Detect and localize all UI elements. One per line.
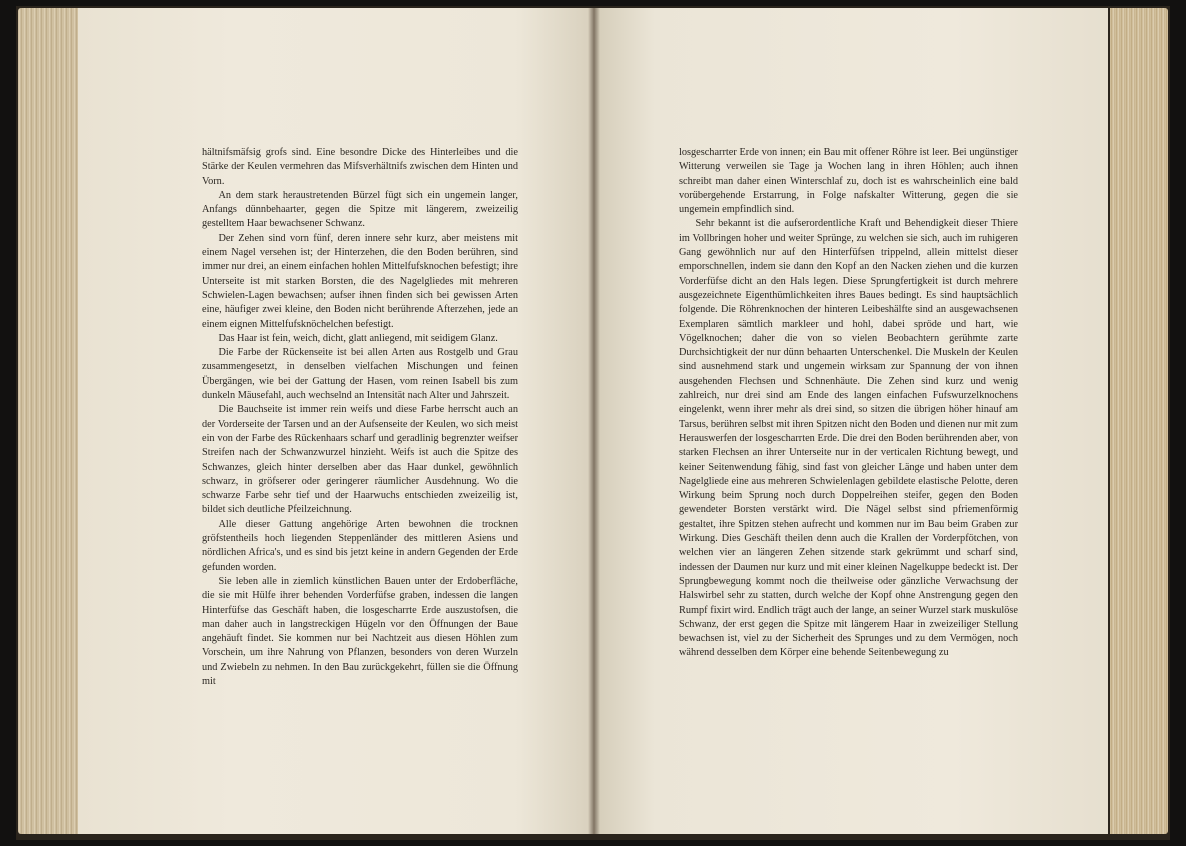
paragraph: Alle dieser Gattung angehörige Arten bewohnen die trocknen gröfstentheils hoch liegenden Steppenländer des mittleren Asiens und nördlichen Africa's, und es sind bis jetzt keine in andern Gegenden der Erde gefunden worden. (202, 518, 518, 573)
paragraph: losgescharrter Erde von innen; ein Bau mit offener Röhre ist leer. Bei ungünstiger Witterung verweilen sie Tage ja Wochen lang in ihren Höhlen; auch ihnen schreibt man daher einen Winterschlaf zu, doch ist es wahrscheinlich eine bald vorübergehende Erstarrung, in Folge nafskalter Witterung, gegen die sie ungemein empfindlich sind. (679, 147, 1018, 216)
left-page-text (202, 146, 518, 689)
left-page-edges (18, 8, 78, 834)
paragraph: Die Bauchseite ist immer rein weifs und diese Farbe herrscht auch an der Vorderseite der Tarsen und an der Aufsenseite der Keulen, wo sich meist ein von der Farbe des Rückenhaars scharf und geradlinig begrenzter weifser Streifen nach der Schwanzwurzel hinzieht. Weifs ist auch die Spitze des Schwanzes, gleich hinter derselben aber das Haar dunkel, gewöhnlich schwarz, in gröfserer oder geringerer räumlicher Ausdehnung. Wo die schwarze Farbe sehr tief und der Haarwuchs entschieden zweizeilig ist, bildet sich deutliche Pfeilzeichnung. (202, 404, 518, 516)
paragraph: hältnifsmäfsig grofs sind. Eine besondre Dicke des Hinterleibes und die Stärke der Keulen vermehren das Mifsverhältnifs zwischen dem Hinten und Vorn. (202, 147, 518, 187)
paragraph: Der Zehen sind vorn fünf, deren innere sehr kurz, aber meistens mit einem Nagel versehen ist; der Hinterzehen, die den Boden berühren, sind immer nur drei, an einem einfachen hohlen Mittelfufsknochen befestigt; ihre Unterseite ist mit starken Borsten, die des Nagelgliedes mit mehreren Schwielen-Lagen bewachsen; aufser ihnen finden sich bei gewissen Arten eine, häufiger zwei kleine, den Boden nicht berührende Afterzehen, jede an einem eignen Mittelfufsknöchelchen befestigt. (202, 232, 518, 330)
paragraph: An dem stark heraustretenden Bürzel fügt sich ein ungemein langer, Anfangs dünnbehaarter, gegen die Spitze mit längerem, zweizeilig gestelltem Haar bewachsener Schwanz. (202, 189, 518, 230)
paragraph: Sie leben alle in ziemlich künstlichen Bauen unter der Erdoberfläche, die sie mit Hülfe ihrer behenden Vorderfüfse graben, indessen die langen Hinterfüfse das Geschäft haben, die losgescharrte Erde auszustofsen, die man daher auch in langstreckigen Hügeln vor den Öffnungen der Baue angehäuft findet. Sie kommen nur bei Nachtzeit aus diesen Höhlen zum Vorschein, um ihre Nahrung von Pflanzen, besonders von deren Wurzeln und Zwiebeln zu nehmen. In den Bau zurückgekehrt, füllen sie die Öffnung mit (202, 575, 518, 687)
paragraph: Die Farbe der Rückenseite ist bei allen Arten aus Rostgelb und Grau zusammengesetzt, in denselben vielfachen Mischungen und feinen Übergängen, wie bei der Gattung der Hasen, vom reinen Isabell bis zum dunkeln Mäusefahl, auch wechselnd an Intensität nach Alter und Jahrszeit. (202, 347, 518, 402)
right-page-edges (1110, 8, 1168, 834)
right-page-text (679, 146, 1018, 661)
paragraph: Das Haar ist fein, weich, dicht, glatt anliegend, mit seidigem Glanz. (218, 332, 498, 344)
book-gutter (588, 8, 600, 834)
paragraph: Sehr bekannt ist die aufserordentliche Kraft und Behendigkeit dieser Thiere im Vollbringen hoher und weiter Sprünge, zu welchen sie sich, auch im ruhigeren Gang gewöhnlich nur auf den Hinterfüfsen trippelnd, allein mittelst dieser emporschnellen, indem sie dann den Kopf an den Nacken ziehen und die kurzen Vorderfüfse dicht an den Hals legen. Diese Sprungfertigkeit ist durch mehrere ausgezeichnete Eigenthümlichkeiten ihres Baues bedingt. Es sind hauptsächlich folgende. Die Röhrenknochen der hinteren Leibeshälfte sind an ausgewachsenen Exemplaren sämtlich markleer und hohl, dabei spröde und hart, wie Vögelknochen; daher die von so vielen Beobachtern gerühmte zarte Durchsichtigkeit der nur dünn behaarten Unterschenkel. Die Muskeln der Keulen sind ausnehmend stark und ungemein wirksam zur Spannung der von ihnen ausgehenden Flechsen und Schnenhäute. Die Zehen sind kurz und wenig zahlreich, nur drei sind am Ende des langen einfachen Fufswurzelknochens eingelenkt, wenn ihrer mehr als drei sind, so sitzen die übrigen höher hinauf am Tarsus, berühren selbst mit ihren Spitzen nicht den Boden und dienen nur mit zum Herauswerfen der losgescharrten Erde. Die drei den Boden berührenden aber, von starken Flechsen an ihrer Unterseite nur in der verticalen Richtung bewegt, und keiner Seitenwendung fähig, sind fast von gleicher Länge und haben unter dem Nagelgliede eine aus mehreren Schwielenlagen gebildete elastische Pelotte, deren Wirkung beim Sprung noch durch Doppelreihen steifer, gegen den Boden gewendeter Borsten verstärkt wird. Die Nägel selbst sind pfriemenförmig gestaltet, ihre Spitzen stehen aufrecht und kommen nur im Bau beim Graben zur Wirkung. Dies Geschäft theilen denn auch die Krallen der Vorderpfötchen, von welchen vier an längeren Zehen sitzende stark gekrümmt und scharf sind, indessen der Daumen nur kurz und mit einer kleinen Nagelkuppe bedeckt ist. Der Sprungbewegung kommt noch die theilweise oder gänzliche Verwachsung der Halswirbel sehr zu statten, durch welche der Kopf ohne Anstrengung gegen den Rumpf fixirt wird. Endlich trägt auch der lange, an seiner Wurzel stark muskulöse Schwanz, der erst gegen die Spitze mit längerem Haar in zweizeiliger Stellung bewachsen ist, viel zu der Sicherheit des Sprunges und zu dem Vermögen, noch während desselben dem Körper eine behende Seitenbewegung zu (679, 218, 1019, 659)
